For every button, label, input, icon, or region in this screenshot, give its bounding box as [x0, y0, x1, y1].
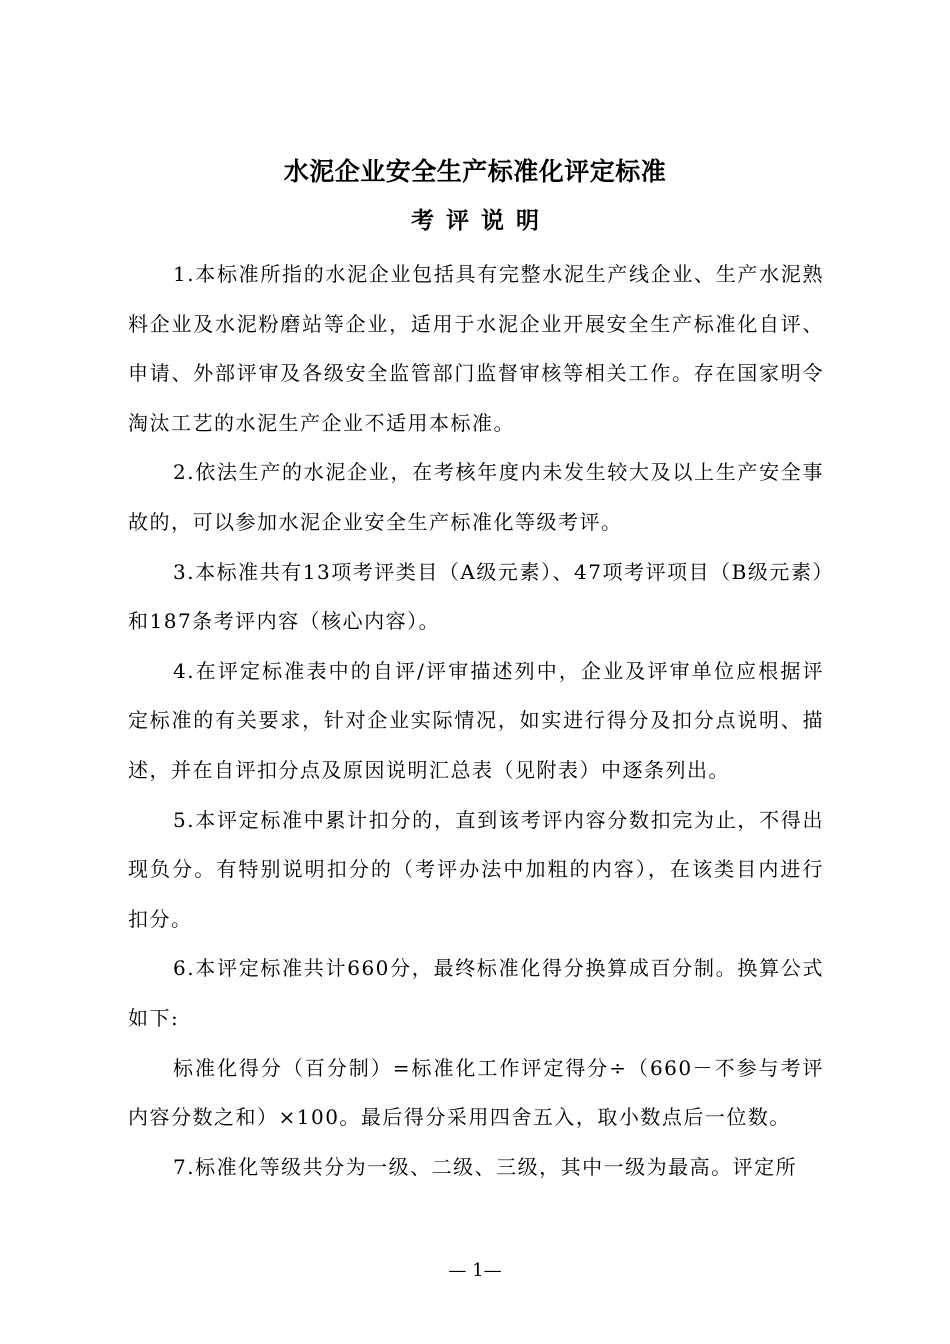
- page-number: — 1—: [448, 1260, 502, 1281]
- section-subtitle: 考评说明: [411, 208, 551, 234]
- document-body: [128, 250, 824, 1192]
- paragraph-2: 2.依法生产的水泥企业，在考核年度内未发生较大及以上生产安全事故的，可以参加水泥企业安全生产标准化等级考评。: [128, 460, 824, 534]
- paragraph-5: 5.本评定标准中累计扣分的，直到该考评内容分数扣完为止，不得出现负分。有特别说明扣分的（考评办法中加粗的内容），在该类目内进行扣分。: [128, 807, 824, 931]
- document-title: 水泥企业安全生产标准化评定标准: [283, 157, 667, 186]
- formula-paragraph: 标准化得分（百分制）=标准化工作评定得分÷（660－不参与考评内容分数之和）×100。最后得分采用四舍五入，取小数点后一位数。: [128, 1055, 824, 1130]
- paragraph-7: 7.标准化等级共分为一级、二级、三级，其中一级为最高。评定所: [173, 1154, 798, 1179]
- paragraph-4: 4.在评定标准表中的自评/评审描述列中，企业及评审单位应根据评定标准的有关要求，针对企业实际情况，如实进行得分及扣分点说明、描述，并在自评扣分点及原因说明汇总表（见附表）中逐条列出。: [128, 658, 824, 782]
- paragraph-1: 1.本标准所指的水泥企业包括具有完整水泥生产线企业、生产水泥熟料企业及水泥粉磨站等企业，适用于水泥企业开展安全生产标准化自评、申请、外部评审及各级安全监管部门监督审核等相关工作。存在国家明令淘汰工艺的水泥生产企业不适用本标准。: [128, 262, 824, 435]
- paragraph-6: 6.本评定标准共计660分，最终标准化得分换算成百分制。换算公式如下:: [128, 956, 824, 1030]
- paragraph-3: 3.本标准共有13项考评类目（A级元素）、47项考评项目（B级元素）和187条考评内容（核心内容）。: [128, 559, 824, 634]
